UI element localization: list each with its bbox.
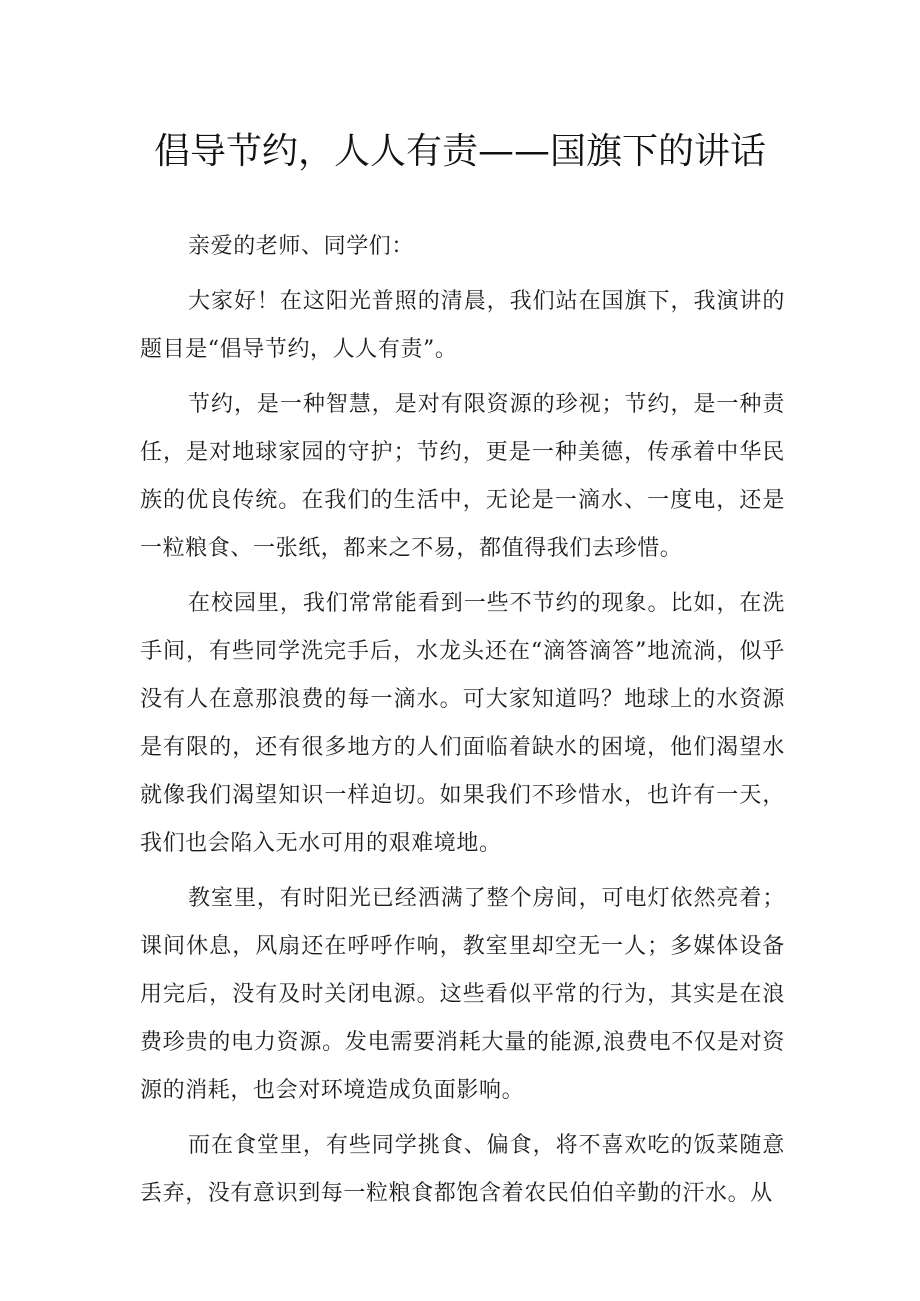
paragraph-electricity-waste: 教室里，有时阳光已经洒满了整个房间，可电灯依然亮着；课间休息，风扇还在呼呼作响，教室里却空无一人；多媒体设备用完后，没有及时关闭电源。这些看似平常的行为，其实是在浪费珍贵的电力资源。发电需要消耗大量的能源,浪费电不仅是对资源的消耗，也会对环境造成负面影响。: [140, 886, 785, 1103]
paragraph-thrift-meaning: 节约，是一种智慧，是对有限资源的珍视；节约，是一种责任，是对地球家园的守护；节约，更是一种美德，传承着中华民族的优良传统。在我们的生活中，无论是一滴水、一度电，还是一粒粮食、一张纸，都来之不易，都值得我们去珍惜。: [140, 392, 785, 561]
paragraph-food-waste: 而在食堂里，有些同学挑食、偏食，将不喜欢吃的饭菜随意丢弃，没有意识到每一粒粮食都饱含着农民伯伯辛勤的汗水。从: [140, 1133, 785, 1206]
document-title: 倡导节约，人人有责——国旗下的讲话: [153, 131, 766, 172]
paragraph-opening: 大家好！在这阳光普照的清晨，我们站在国旗下，我演讲的题目是“倡导节约，人人有责”。: [140, 289, 785, 362]
paragraph-water-waste: 在校园里，我们常常能看到一些不节约的现象。比如，在洗手间，有些同学洗完手后，水龙头还在“滴答滴答”地流淌，似乎没有人在意那浪费的每一滴水。可大家知道吗？地球上的水资源是有限的，还有很多地方的人们面临着缺水的困境，他们渴望水就像我们渴望知识一样迫切。如果我们不珍惜水，也许有一天，我们也会陷入无水可用的艰难境地。: [140, 591, 785, 856]
paragraph-greeting: 亲爱的老师、同学们：: [188, 234, 415, 259]
document-body: [140, 223, 785, 1218]
